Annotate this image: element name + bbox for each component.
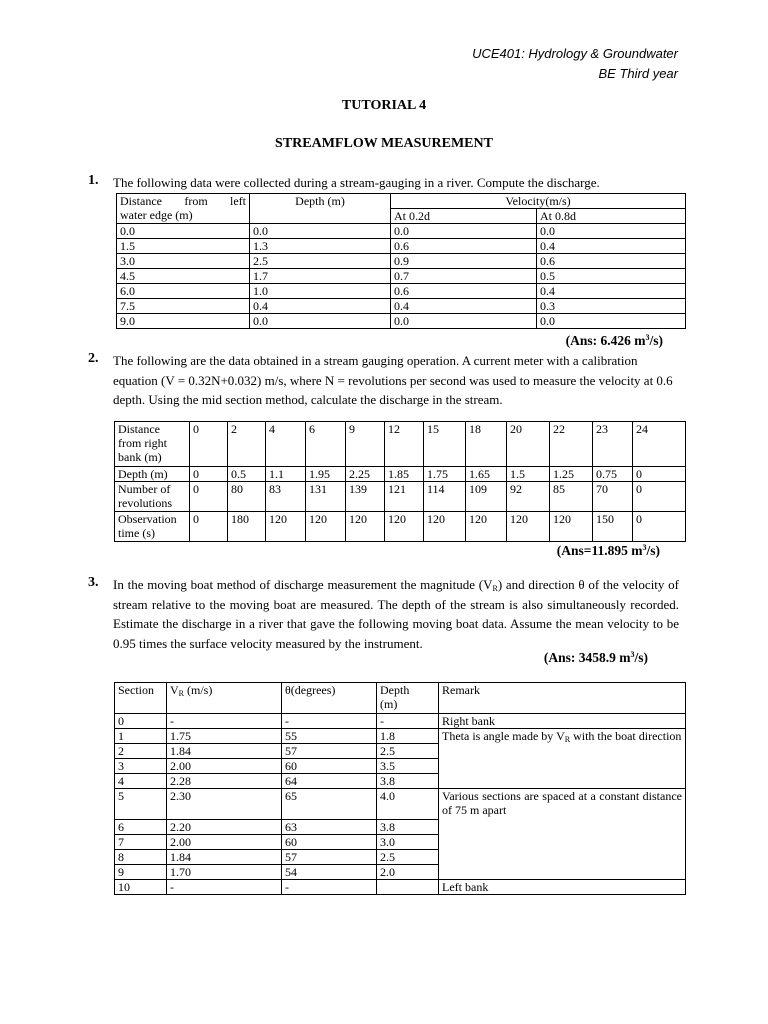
table-cell: 22 — [550, 422, 593, 467]
tutorial-title: TUTORIAL 4 — [341, 98, 427, 113]
table-cell: 0.4 — [537, 284, 686, 299]
table-cell: 0.6 — [537, 254, 686, 269]
table-cell: 0.4 — [537, 239, 686, 254]
table-cell: 120 — [385, 512, 424, 542]
table-cell: 0.4 — [250, 299, 391, 314]
table-cell: 9 — [115, 865, 167, 880]
table-cell: 1.65 — [466, 467, 507, 482]
table-cell: 2.00 — [167, 835, 282, 850]
table-cell: 0 — [115, 714, 167, 729]
table-cell: 1.8 — [377, 729, 439, 744]
table-row — [115, 422, 686, 467]
table-cell: 0.5 — [537, 269, 686, 284]
table-row — [115, 880, 686, 895]
table-cell: 3.5 — [377, 759, 439, 774]
remark-left-bank: Left bank — [439, 880, 686, 895]
table-cell: 2.28 — [167, 774, 282, 789]
q2-number: 2. — [88, 351, 99, 366]
table-cell: 2.5 — [250, 254, 391, 269]
table-cell: 0 — [190, 512, 228, 542]
table-cell: 0 — [190, 482, 228, 512]
table-cell — [377, 880, 439, 895]
table-cell: 120 — [550, 512, 593, 542]
table-cell: 1.84 — [167, 850, 282, 865]
q3-header-remark: Remark — [439, 683, 686, 714]
q1-text: The following data were collected during a stream-gauging in a river. Compute the discharge. — [113, 175, 600, 190]
table-row — [115, 729, 686, 744]
course-year: BE Third year — [598, 66, 678, 81]
table-cell: 4 — [266, 422, 306, 467]
table-cell: 0.0 — [537, 314, 686, 329]
table-row — [117, 284, 686, 299]
table-cell: 83 — [266, 482, 306, 512]
table-cell: 0.0 — [250, 314, 391, 329]
table-cell: 120 — [424, 512, 466, 542]
table-cell: 2.5 — [377, 744, 439, 759]
row-label: Distance from right bank (m) — [115, 422, 190, 467]
table-cell: 92 — [507, 482, 550, 512]
table-cell: 0 — [633, 512, 686, 542]
q3-answer: (Ans: 3458.9 $m^3/s$) — [543, 650, 648, 665]
table-cell: 3.8 — [377, 774, 439, 789]
table-cell: 120 — [466, 512, 507, 542]
table-cell: 57 — [282, 744, 377, 759]
table-cell: 114 — [424, 482, 466, 512]
table-cell: 2 — [115, 744, 167, 759]
table-cell: 3.0 — [377, 835, 439, 850]
table-cell: - — [167, 714, 282, 729]
table-cell: 1.3 — [250, 239, 391, 254]
table-cell: - — [167, 880, 282, 895]
table-cell: 139 — [346, 482, 385, 512]
table-cell: 1.1 — [266, 467, 306, 482]
table-row — [117, 314, 686, 329]
table-cell: 1.0 — [250, 284, 391, 299]
table-cell: 8 — [115, 850, 167, 865]
table-row — [115, 714, 686, 729]
table-cell: 9.0 — [117, 314, 250, 329]
remark-right-bank: Right bank — [439, 714, 686, 729]
table-cell: 120 — [266, 512, 306, 542]
table-cell: 1.95 — [306, 467, 346, 482]
table-cell: 6 — [306, 422, 346, 467]
table-cell: 65 — [282, 789, 377, 820]
table-cell: 4.0 — [377, 789, 439, 820]
table-cell: 70 — [593, 482, 633, 512]
table-row — [117, 254, 686, 269]
table-cell: 1.5 — [117, 239, 250, 254]
table-cell: 150 — [593, 512, 633, 542]
q1-header-depth: Depth (m) — [250, 194, 391, 224]
table-cell: 3.8 — [377, 820, 439, 835]
q3-header-vr: $V_R$ (m/s) — [167, 683, 282, 714]
q3-text: In the moving boat method of discharge measurement the magnitude $(V_R)$ and direction θ of the velocity of stream relative to the moving boat are measured. The depth of the stream is also simultaneously recorded. Estimate the discharge in a river that gave the following moving boat data. Assume the mean velocity to be 0.95 times the surface velocity measured by the instrument. — [113, 577, 679, 651]
table-cell: 1 — [115, 729, 167, 744]
q1-header-v02: At 0.2d — [391, 209, 537, 224]
table-cell: 60 — [282, 759, 377, 774]
table-cell: 120 — [306, 512, 346, 542]
table-cell: 0.0 — [250, 224, 391, 239]
table-cell: 7.5 — [117, 299, 250, 314]
table-cell: 23 — [593, 422, 633, 467]
table-row — [115, 467, 686, 482]
table-cell: 1.75 — [424, 467, 466, 482]
table-cell: 120 — [346, 512, 385, 542]
table-cell: 1.75 — [167, 729, 282, 744]
table-cell: 15 — [424, 422, 466, 467]
table-cell: 2.5 — [377, 850, 439, 865]
table-cell: 4.5 — [117, 269, 250, 284]
table-cell: 1.70 — [167, 865, 282, 880]
q1-header-distance: Distance from left water edge (m) — [117, 194, 250, 224]
table-cell: 2.25 — [346, 467, 385, 482]
table-cell: 0.3 — [537, 299, 686, 314]
q2-table — [114, 421, 686, 542]
table-cell: 57 — [282, 850, 377, 865]
q1-header-velocity: Velocity(m/s) — [391, 194, 686, 209]
table-cell: 0 — [190, 422, 228, 467]
table-row — [117, 224, 686, 239]
row-label: Depth (m) — [115, 467, 190, 482]
q1-answer: (Ans: 6.426 $m^3/s$) — [565, 333, 663, 348]
table-cell: 1.85 — [385, 467, 424, 482]
table-cell: 0.6 — [391, 239, 537, 254]
table-cell: 60 — [282, 835, 377, 850]
course-title: UCE401: Hydrology & Groundwater — [472, 46, 678, 61]
remark-theta: Theta is angle made by $V_R$ with the boat direction — [439, 729, 686, 789]
row-label: Observation time (s) — [115, 512, 190, 542]
table-cell: 63 — [282, 820, 377, 835]
table-cell: 20 — [507, 422, 550, 467]
table-row — [115, 482, 686, 512]
table-cell: 3 — [115, 759, 167, 774]
table-cell: 4 — [115, 774, 167, 789]
table-cell: 2.20 — [167, 820, 282, 835]
q1-number: 1. — [88, 173, 99, 188]
table-cell: 180 — [228, 512, 266, 542]
table-cell: 7 — [115, 835, 167, 850]
table-cell: 2.00 — [167, 759, 282, 774]
table-cell: 109 — [466, 482, 507, 512]
table-row — [117, 239, 686, 254]
table-cell: 0.0 — [117, 224, 250, 239]
table-cell: 1.7 — [250, 269, 391, 284]
table-cell: 9 — [346, 422, 385, 467]
q3-table — [114, 682, 686, 895]
table-cell: 54 — [282, 865, 377, 880]
table-cell: 0.0 — [391, 224, 537, 239]
q3-number: 3. — [88, 575, 99, 590]
table-cell: 10 — [115, 880, 167, 895]
section-title: STREAMFLOW MEASUREMENT — [275, 136, 493, 151]
table-cell: 12 — [385, 422, 424, 467]
remark-spacing: Various sections are spaced at a constant distance of 75 m apart — [439, 789, 686, 880]
table-cell: 1.5 — [507, 467, 550, 482]
table-cell: 2.0 — [377, 865, 439, 880]
table-cell: 2 — [228, 422, 266, 467]
table-row — [117, 299, 686, 314]
q2-text: The following are the data obtained in a stream gauging operation. A current meter with a calibration equation (V = 0.32N+0.032) m/s, where N = revolutions per second was used to measure the velocity at 0.6 depth. Using the mid section method, calculate the discharge in the stream. — [113, 353, 673, 407]
table-cell: - — [282, 714, 377, 729]
table-row — [115, 789, 686, 820]
q3-header-theta: θ(degrees) — [282, 683, 377, 714]
table-row — [115, 512, 686, 542]
q3-header-depth: Depth (m) — [377, 683, 439, 714]
table-cell: 0 — [633, 482, 686, 512]
table-cell: 121 — [385, 482, 424, 512]
table-cell: 55 — [282, 729, 377, 744]
table-cell: 131 — [306, 482, 346, 512]
table-cell: 3.0 — [117, 254, 250, 269]
q3-header-section: Section — [115, 683, 167, 714]
row-label: Number of revolutions — [115, 482, 190, 512]
table-cell: 24 — [633, 422, 686, 467]
table-cell: 80 — [228, 482, 266, 512]
table-cell: 18 — [466, 422, 507, 467]
table-cell: 1.84 — [167, 744, 282, 759]
table-cell: 0.9 — [391, 254, 537, 269]
q1-header-v08: At 0.8d — [537, 209, 686, 224]
table-cell: 0.4 — [391, 299, 537, 314]
table-cell: 64 — [282, 774, 377, 789]
q1-table — [116, 193, 686, 329]
table-cell: 0.75 — [593, 467, 633, 482]
table-cell: 85 — [550, 482, 593, 512]
table-cell: 2.30 — [167, 789, 282, 820]
table-cell: 0 — [633, 467, 686, 482]
table-cell: 6.0 — [117, 284, 250, 299]
table-cell: 120 — [507, 512, 550, 542]
table-cell: 5 — [115, 789, 167, 820]
table-cell: - — [377, 714, 439, 729]
table-cell: 0.7 — [391, 269, 537, 284]
table-cell: 0.6 — [391, 284, 537, 299]
table-cell: 0.5 — [228, 467, 266, 482]
table-cell: 0 — [190, 467, 228, 482]
page-header — [472, 44, 678, 84]
table-cell: - — [282, 880, 377, 895]
table-cell: 0.0 — [391, 314, 537, 329]
table-cell: 1.25 — [550, 467, 593, 482]
q2-answer: (Ans=11.895 $m^3/s$) — [556, 543, 660, 558]
table-cell: 6 — [115, 820, 167, 835]
table-row — [117, 269, 686, 284]
table-cell: 0.0 — [537, 224, 686, 239]
